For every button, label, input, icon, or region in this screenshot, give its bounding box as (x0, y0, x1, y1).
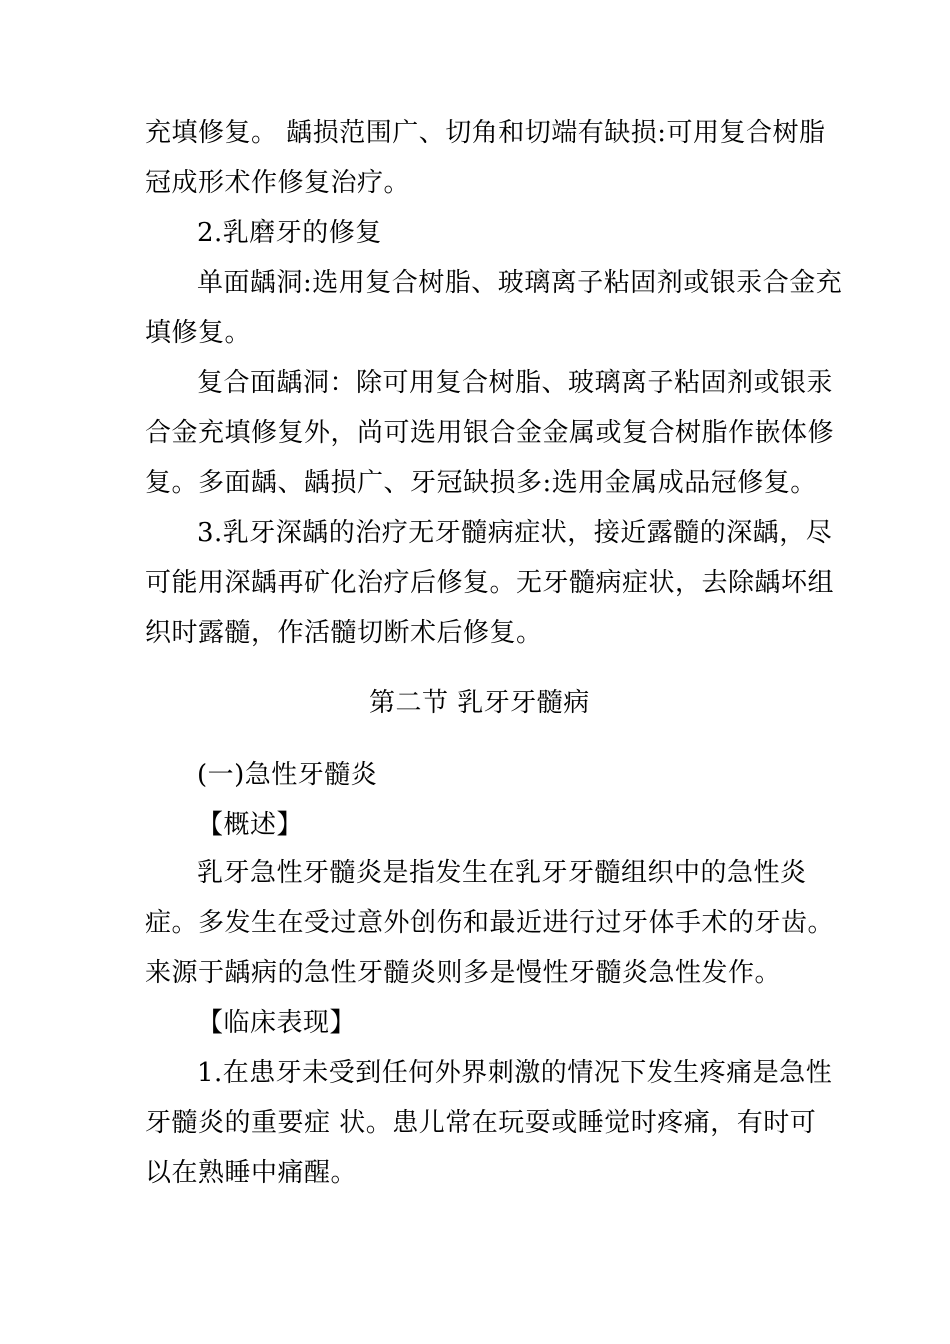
body-text-line: 乳牙急性牙髓炎是指发生在乳牙牙髓组织中的急性炎 (197, 858, 807, 888)
body-text-line: 合金充填修复外，尚可选用银合金金属或复合树脂作嵌体修 (145, 418, 835, 448)
subsection-heading: (一)急性牙髓炎 (197, 760, 378, 790)
body-text-line: 1.在患牙未受到任何外界刺激的情况下发生疼痛是急性 (197, 1058, 833, 1088)
body-text-line: 复。多面龋、龋损广、牙冠缺损多:选用金属成品冠修复。 (145, 468, 817, 498)
body-text-line: 牙髓炎的重要症 状。患儿常在玩耍或睡觉时疼痛，有时可 (145, 1108, 817, 1138)
bracket-heading-clinical: 【临床表现】 (197, 1008, 357, 1038)
body-text-line: 填修复。 (145, 318, 252, 348)
section-heading: 第二节 乳牙牙髓病 (369, 688, 590, 718)
body-text-line: 充填修复。 龋损范围广、切角和切端有缺损:可用复合树脂 (145, 118, 826, 148)
body-text-line: 冠成形术作修复治疗。 (145, 168, 411, 198)
body-text-line: 复合面龋洞：除可用复合树脂、玻璃离子粘固剂或银汞 (197, 368, 834, 398)
body-text-line: 3.乳牙深龋的治疗无牙髓病症状，接近露髓的深龋，尽 (197, 518, 833, 548)
body-text-line: 单面龋洞:选用复合树脂、玻璃离子粘固剂或银汞合金充 (197, 268, 843, 298)
body-text-line: 织时露髓，作活髓切断术后修复。 (145, 618, 543, 648)
body-text-line: 症。多发生在受过意外创伤和最近进行过牙体手术的牙齿。 (145, 908, 835, 938)
body-text-line: 来源于龋病的急性牙髓炎则多是慢性牙髓炎急性发作。 (145, 958, 782, 988)
bracket-heading-overview: 【概述】 (197, 810, 304, 840)
subsection-heading: 2.乳磨牙的修复 (197, 218, 382, 248)
body-text-line: 可能用深龋再矿化治疗后修复。无牙髓病症状，去除龋坏组 (145, 568, 835, 598)
body-text-line: 以在熟睡中痛醒。 (145, 1158, 358, 1188)
